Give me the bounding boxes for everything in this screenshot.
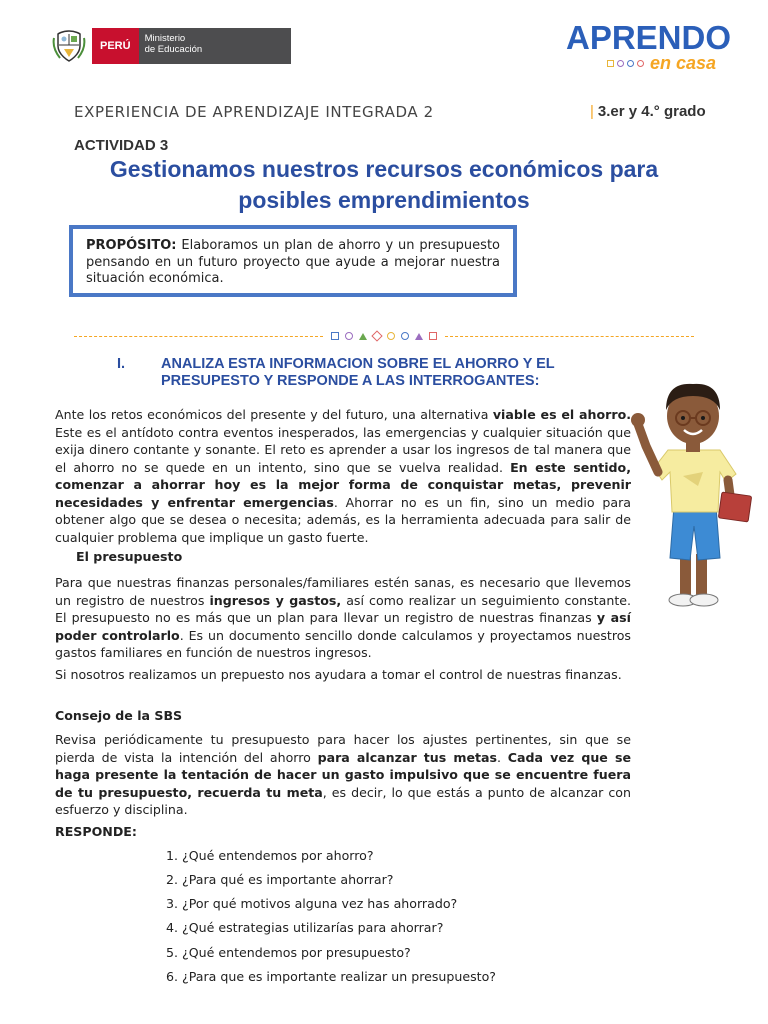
divider-shapes-icon — [323, 332, 445, 340]
brand-shapes-icon — [607, 60, 644, 67]
question-item: 4. ¿Qué estrategias utilizarías para ahorrar? — [166, 920, 444, 935]
p1-bold-a: viable es el ahorro. — [492, 407, 631, 422]
aprendo-en-casa-logo — [566, 19, 732, 73]
p1-text-c: . Ahorrar no es un fin, sino un medio para obtener algo que se desea o necesita; además, es la herramienta adecuada para salir de cualquier problema que implique un gasto fuerte. — [55, 494, 631, 545]
page-title — [60, 154, 708, 216]
ministry-line-2: de Educación — [144, 44, 203, 55]
p1-text-b: Este es el antídoto contra eventos inesperados, las emergencias y cualquier situación que exija dinero contante y sonante. El reto es aprender a usar los ingresos de tal manera que el ahorro no se quede en un intento, sino que se vuelva realidad. — [55, 424, 631, 475]
section-title: ANALIZA ESTA INFORMACION SOBRE EL AHORRO Y EL PRESUPESTO Y RESPONDE A LAS INTERROGANTES: — [161, 356, 555, 389]
p2-text-c: . Es un documento sencillo donde calculamos y proyectamos nuestros gastos familiares en función de nuestros ingresos. — [55, 627, 631, 660]
paragraph-consejo — [55, 731, 631, 819]
p4-bold-b: Cada vez que se haga presente la tentación de hacer un gasto impulsivo que se encuentre fuera de tu presupuesto, recuerda tu meta — [55, 749, 631, 800]
p1-text-a: Ante los retos económicos del presente y del futuro, una alternativa — [55, 407, 493, 422]
p4-text-b: . — [497, 749, 508, 765]
divider-dash-left — [74, 336, 323, 337]
purpose-box — [69, 225, 517, 297]
question-item: 5. ¿Qué entendemos por presupuesto? — [166, 945, 411, 960]
divider-dash-right — [445, 336, 694, 337]
question-item: 3. ¿Por qué motivos alguna vez has ahorrado? — [166, 896, 458, 911]
grade-divider: | — [590, 103, 594, 120]
paragraph-presupuesto — [55, 574, 631, 662]
ministry-label — [139, 28, 291, 64]
peru-label: PERÚ — [92, 28, 139, 64]
brand-sub: en casa — [649, 53, 716, 73]
activity-label: ACTIVIDAD 3 — [74, 137, 169, 154]
student-illustration — [628, 376, 756, 614]
purpose-label: PROPÓSITO: — [86, 238, 177, 253]
p1-bold-b: En este sentido, comenzar a ahorrar hoy es la mejor forma de conquistar metas, prevenir necesidades y enfrentar emergencias — [55, 459, 631, 510]
purpose-content — [73, 229, 513, 293]
brand-main: APRENDO — [566, 19, 732, 56]
p2-bold-a: ingresos y gastos, — [209, 592, 342, 608]
p4-bold-a: para alcanzar tus metas — [317, 749, 498, 765]
coat-of-arms-icon — [52, 28, 86, 64]
title-line-1: Gestionamos nuestros recursos económicos para — [109, 156, 659, 182]
brand-sub-row — [566, 54, 716, 72]
paragraph-ahorro — [55, 406, 631, 546]
title-line-2: posibles emprendimientos — [238, 187, 530, 213]
responde-heading: RESPONDE: — [55, 824, 137, 839]
question-item: 1. ¿Qué entendemos por ahorro? — [166, 848, 374, 863]
section-number: I. — [117, 356, 126, 372]
p2-text-b: así como realizar un seguimiento constante. El presupuesto no es más que un plan para llevar un registro de nuestras finanzas — [55, 592, 632, 625]
presupuesto-heading: El presupuesto — [76, 549, 183, 564]
section-divider — [74, 333, 694, 339]
purpose-text: Elaboramos un plan de ahorro y un presupuesto pensando en un futuro proyecto que ayude a mejorar nuestra situación económica. — [86, 238, 500, 286]
p2-bold-b: y así poder controlarlo — [55, 610, 631, 643]
consejo-heading: Consejo de la SBS — [55, 708, 183, 723]
paragraph-control: Si nosotros realizamos un prepuesto nos ayudara a tomar el control de nuestras finanzas. — [55, 667, 622, 682]
grade-text: 3.er y 4.° grado — [597, 103, 706, 120]
experience-label: EXPERIENCIA DE APRENDIZAJE INTEGRADA 2 — [74, 103, 434, 121]
ministry-line-1: Ministerio — [144, 33, 186, 44]
grade-label — [590, 103, 706, 120]
p4-text-a: Revisa periódicamente tu presupuesto para hacer los ajustes pertinentes, sin que se pierda de vista la intención del ahorro — [55, 732, 631, 765]
p2-text-a: Para que nuestras finanzas personales/familiares estén sanas, es necesario que llevemos un registro de nuestros — [55, 575, 631, 608]
question-item: 6. ¿Para que es importante realizar un presupuesto? — [166, 969, 496, 984]
question-item: 2. ¿Para qué es importante ahorrar? — [166, 872, 394, 887]
ministry-logo — [52, 28, 291, 64]
p4-text-c: , es decir, lo que estás a punto de alcanzar con esfuerzo y disciplina. — [55, 784, 631, 817]
